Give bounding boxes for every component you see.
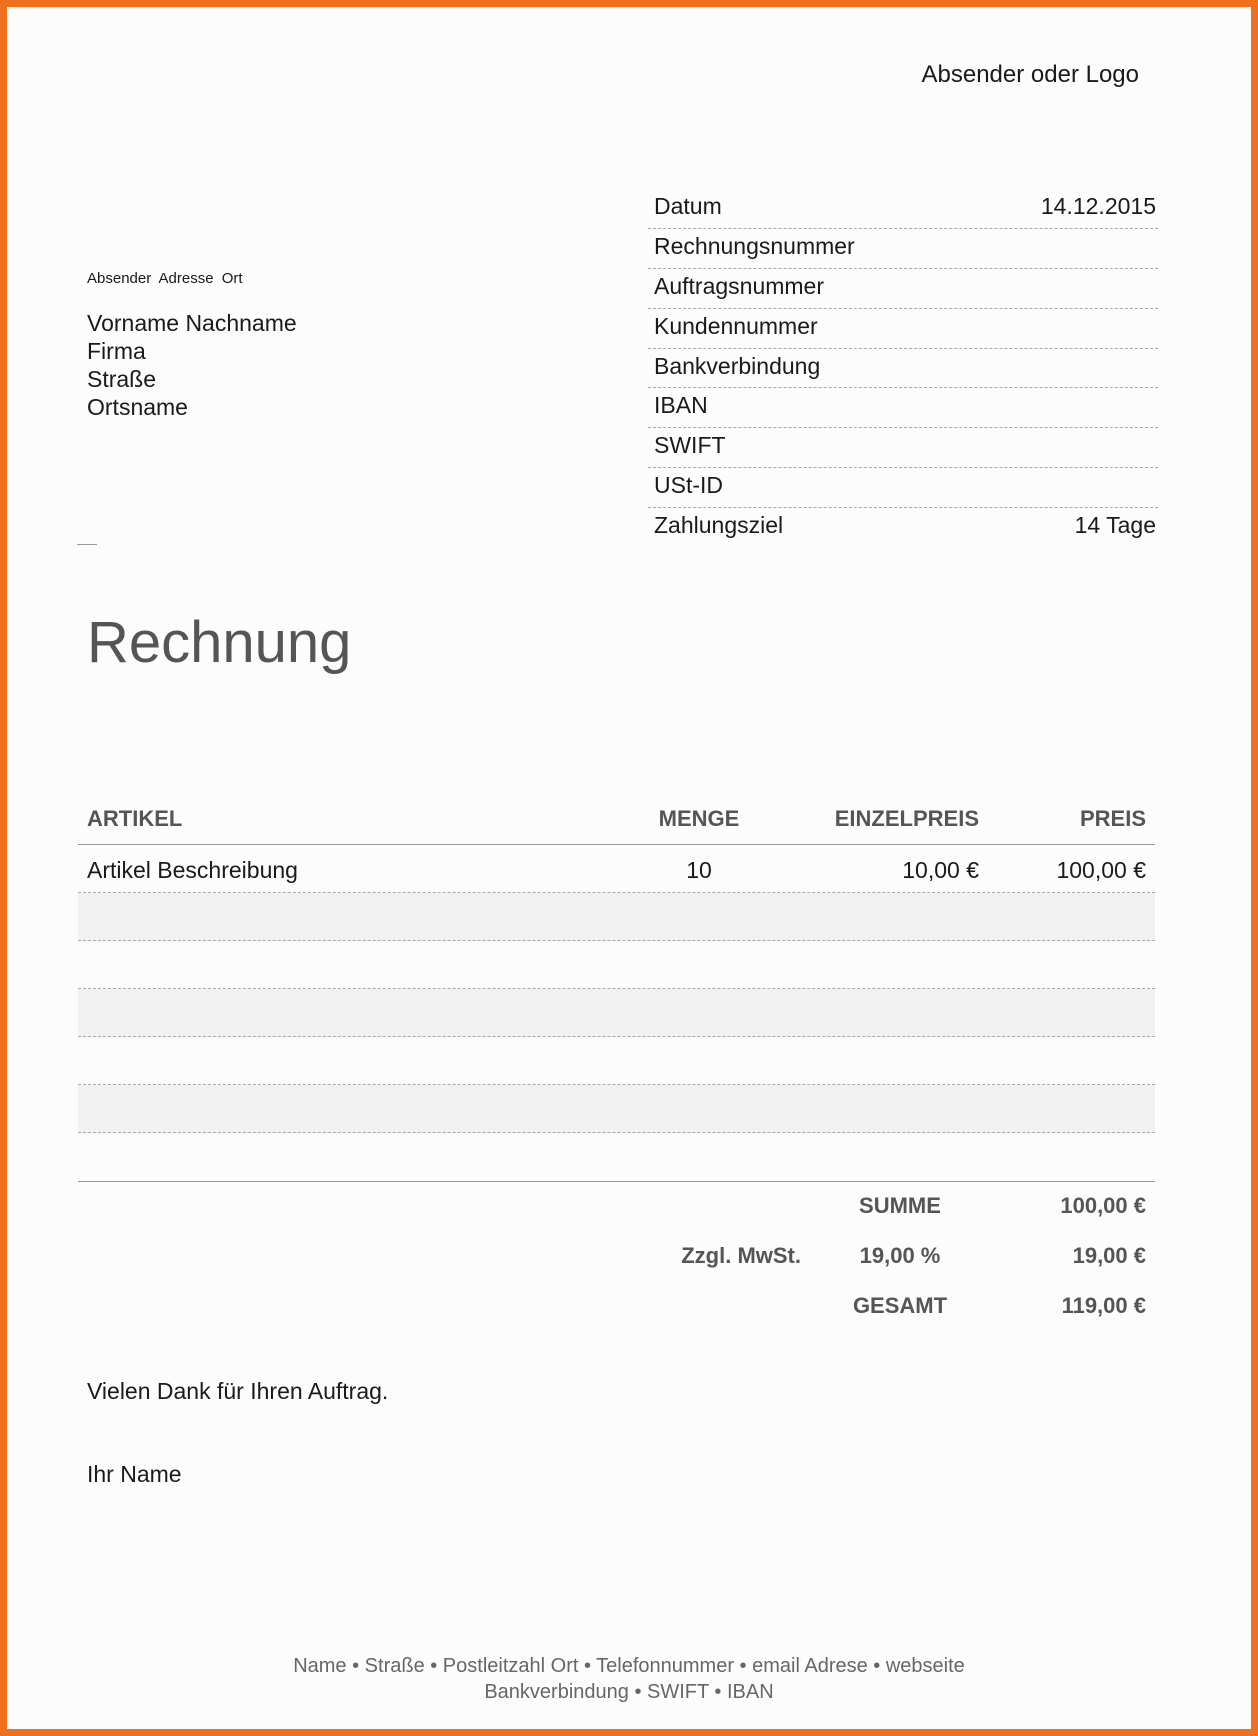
column-header-unit-price: EINZELPREIS	[834, 806, 979, 831]
total-value: 119,00 €	[1061, 1293, 1146, 1318]
totals-tax-row	[78, 1237, 1155, 1287]
meta-label: IBAN	[654, 392, 708, 419]
table-row	[78, 1085, 1155, 1133]
cell-price: 100,00 €	[1056, 857, 1146, 883]
closing-signer: Ihr Name	[87, 1461, 182, 1487]
recipient-city: Ortsname	[87, 394, 188, 420]
recipient-address	[87, 309, 297, 421]
footer	[7, 1653, 1251, 1705]
meta-value: 14 Tage	[1074, 512, 1156, 539]
cell-article: Artikel Beschreibung	[87, 857, 298, 883]
meta-row-date	[648, 189, 1158, 229]
recipient-name: Vorname Nachname	[87, 310, 297, 336]
meta-label: Datum	[654, 193, 722, 219]
cell-unit-price: 10,00 €	[902, 857, 979, 883]
table-header	[78, 802, 1155, 845]
line-items-table	[78, 802, 1155, 1182]
document-title: Rechnung	[87, 610, 352, 675]
sender-logo-text: Absender oder Logo	[921, 61, 1139, 88]
meta-label: SWIFT	[654, 432, 726, 459]
sum-label: SUMME	[859, 1193, 941, 1218]
totals-sum-row	[78, 1187, 1155, 1237]
column-header-price: PREIS	[1079, 806, 1146, 831]
meta-label: Rechnungsnummer	[654, 232, 855, 259]
closing-thanks: Vielen Dank für Ihren Auftrag.	[87, 1378, 389, 1404]
recipient-street: Straße	[87, 366, 157, 392]
tax-value: 19,00 €	[1072, 1243, 1146, 1268]
column-header-quantity: MENGE	[658, 806, 740, 831]
sender-address-line: Absender Adresse Ort	[87, 270, 243, 287]
fold-mark	[77, 544, 97, 545]
meta-value: 14.12.2015	[1040, 193, 1156, 219]
column-header-article: ARTIKEL	[87, 806, 183, 831]
table-row	[78, 1037, 1155, 1085]
meta-row-payment-terms	[648, 508, 1158, 547]
total-label: GESAMT	[852, 1293, 948, 1318]
meta-label: Auftragsnummer	[654, 272, 825, 299]
tax-rate: 19,00 %	[859, 1243, 941, 1268]
meta-row-order-number	[648, 269, 1158, 309]
tax-prefix: Zzgl. MwSt.	[681, 1243, 801, 1268]
table-row	[78, 989, 1155, 1037]
meta-label: Kundennummer	[654, 312, 818, 339]
table-row	[78, 1133, 1155, 1182]
footer-line-contact: Name • Straße • Postleitzahl Ort • Telefonnummer • email Adrese • webseite	[293, 1655, 965, 1677]
meta-row-iban	[648, 388, 1158, 428]
meta-label: Zahlungsziel	[654, 512, 784, 539]
totals-grand-row	[78, 1287, 1155, 1337]
meta-row-vat-id	[648, 468, 1158, 508]
meta-row-invoice-number	[648, 229, 1158, 269]
sum-value: 100,00 €	[1060, 1193, 1146, 1218]
meta-row-customer-number	[648, 309, 1158, 349]
totals-block	[78, 1187, 1155, 1337]
meta-row-swift	[648, 428, 1158, 468]
meta-label: Bankverbindung	[654, 352, 821, 379]
meta-label: USt-ID	[654, 472, 723, 499]
recipient-company: Firma	[87, 338, 146, 364]
table-row	[78, 893, 1155, 941]
cell-quantity: 10	[686, 857, 712, 883]
footer-line-bank: Bankverbindung • SWIFT • IBAN	[484, 1681, 774, 1703]
invoice-meta-table	[648, 189, 1158, 547]
meta-row-bank	[648, 349, 1158, 389]
table-row	[78, 845, 1155, 893]
table-row	[78, 941, 1155, 989]
